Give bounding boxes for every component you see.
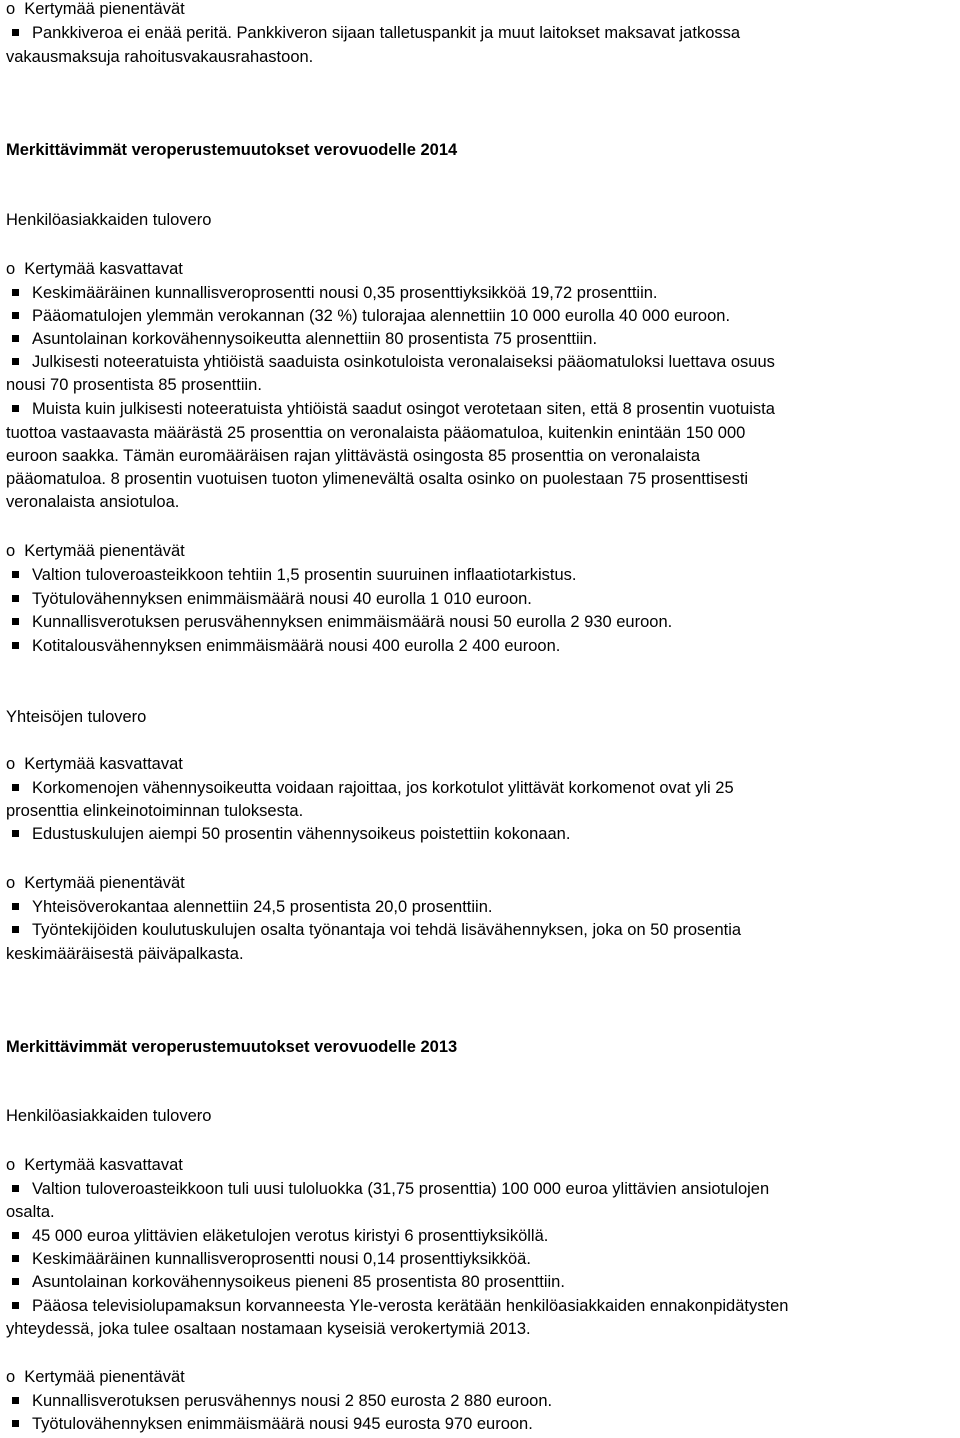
list-item-continuation: veronalaista ansiotuloa. <box>6 493 180 511</box>
list-item: Korkomenojen vähennysoikeutta voidaan rajoittaa, jos korkotulot ylittävät korkomenot ovat yli 25 <box>12 777 734 799</box>
list-item: Kotitalousvähennyksen enimmäismäärä nousi 400 eurolla 2 400 euroon. <box>12 635 560 657</box>
square-bullet-icon <box>12 1255 19 1262</box>
circle-bullet-icon: o <box>6 1368 16 1386</box>
list-item: Kunnallisverotuksen perusvähennys nousi 2 850 eurosta 2 880 euroon. <box>12 1390 552 1412</box>
list-item: Työntekijöiden koulutuskulujen osalta työnantaja voi tehdä lisävähennyksen, joka on 50 prosentia <box>12 919 741 941</box>
list-item: Keskimääräinen kunnallisveroprosentti nousi 0,14 prosenttiyksikköä. <box>12 1248 531 1270</box>
subsection-label: o Kertymää pienentävät <box>6 542 185 560</box>
square-bullet-icon <box>12 571 19 578</box>
list-item: Asuntolainan korkovähennysoikeus pieneni 85 prosentista 80 prosenttiin. <box>12 1271 565 1293</box>
circle-bullet-icon: o <box>6 1156 16 1174</box>
list-item-continuation: vakausmaksuja rahoitusvakausrahastoon. <box>6 48 314 66</box>
square-bullet-icon <box>12 784 19 791</box>
circle-bullet-icon: o <box>6 542 16 560</box>
square-bullet-icon <box>12 312 19 319</box>
square-bullet-icon <box>12 903 19 910</box>
circle-bullet-icon: o <box>6 755 16 773</box>
square-bullet-icon <box>12 289 19 296</box>
square-bullet-icon <box>12 1420 19 1427</box>
square-bullet-icon <box>12 358 19 365</box>
square-bullet-icon <box>12 1185 19 1192</box>
square-bullet-icon <box>12 926 19 933</box>
subsection-label: o Kertymää kasvattavat <box>6 755 183 773</box>
square-bullet-icon <box>12 618 19 625</box>
subsection-label: o Kertymää kasvattavat <box>6 1156 183 1174</box>
square-bullet-icon <box>12 1278 19 1285</box>
list-item: Keskimääräinen kunnallisveroprosentti nousi 0,35 prosenttiyksikköä 19,72 prosenttiin. <box>12 282 658 304</box>
list-item: Valtion tuloveroasteikkoon tehtiin 1,5 prosentin suuruinen inflaatiotarkistus. <box>12 564 577 586</box>
list-item-continuation: osalta. <box>6 1203 55 1221</box>
square-bullet-icon <box>12 642 19 649</box>
list-item: Yhteisöverokantaa alennettiin 24,5 prosentista 20,0 prosenttiin. <box>12 896 492 918</box>
list-item: Edustuskulujen aiempi 50 prosentin vähennysoikeus poistettiin kokonaan. <box>12 823 570 845</box>
square-bullet-icon <box>12 1397 19 1404</box>
list-item-continuation: nousi 70 prosentista 85 prosenttiin. <box>6 376 262 394</box>
list-item-continuation: yhteydessä, joka tulee osaltaan nostamaan kyseisiä verokertymiä 2013. <box>6 1320 531 1338</box>
circle-bullet-icon: o <box>6 260 16 278</box>
subsection-title: Yhteisöjen tulovero <box>6 708 147 726</box>
list-item: Pääomatulojen ylemmän verokannan (32 %) tulorajaa alennettiin 10 000 eurolla 40 000 euroon. <box>12 305 730 327</box>
list-item: Pankkiveroa ei enää peritä. Pankkiveron sijaan talletuspankit ja muut laitokset maksavat jatkossa <box>12 22 740 44</box>
subsection-label: o Kertymää pienentävät <box>6 1368 185 1386</box>
subsection-title: Henkilöasiakkaiden tulovero <box>6 1107 212 1125</box>
circle-bullet-icon: o <box>6 874 16 892</box>
list-item-continuation: tuottoa vastaavasta määrästä 25 prosenttia on veronalaista pääomatuloa, kuitenkin enintään 150 000 <box>6 424 746 442</box>
square-bullet-icon <box>12 595 19 602</box>
section-heading-2014: Merkittävimmät veroperustemuutokset verovuodelle 2014 <box>6 141 458 159</box>
square-bullet-icon <box>12 335 19 342</box>
list-item: Pääosa televisiolupamaksun korvanneesta Yle-verosta kerätään henkilöasiakkaiden ennakonpidätysten <box>12 1295 788 1317</box>
list-item-continuation: prosenttia elinkeinotoiminnan tuloksesta. <box>6 802 304 820</box>
list-item-continuation: euroon saakka. Tämän euromääräisen rajan ylittävästä osingosta 85 prosenttia on veronalaista <box>6 447 701 465</box>
subsection-label: o Kertymää pienentävät <box>6 0 185 18</box>
list-item-continuation: pääomatuloa. 8 prosentin vuotuisen tuoton ylimenevältä osalta osinko on puolestaan 75 prosenttisesti <box>6 470 749 488</box>
list-item: Asuntolainan korkovähennysoikeutta alennettiin 80 prosentista 75 prosenttiin. <box>12 328 597 350</box>
list-item: 45 000 euroa ylittävien eläketulojen verotus kiristyi 6 prosenttiyksiköllä. <box>12 1225 548 1247</box>
circle-bullet-icon: o <box>6 0 16 18</box>
list-item: Julkisesti noteeratuista yhtiöistä saaduista osinkotuloista veronalaiseksi pääomatuloksi luettava osuus <box>12 351 775 373</box>
square-bullet-icon <box>12 830 19 837</box>
subsection-label: o Kertymää pienentävät <box>6 874 185 892</box>
subsection-title: Henkilöasiakkaiden tulovero <box>6 211 212 229</box>
list-item: Valtion tuloveroasteikkoon tuli uusi tuloluokka (31,75 prosenttia) 100 000 euroa ylittävien ansiotulojen <box>12 1178 769 1200</box>
list-item: Työtulovähennyksen enimmäismäärä nousi 40 eurolla 1 010 euroon. <box>12 588 532 610</box>
list-item-continuation: keskimääräisestä päiväpalkasta. <box>6 945 244 963</box>
square-bullet-icon <box>12 29 19 36</box>
square-bullet-icon <box>12 1302 19 1309</box>
square-bullet-icon <box>12 1232 19 1239</box>
subsection-label: o Kertymää kasvattavat <box>6 260 183 278</box>
square-bullet-icon <box>12 405 19 412</box>
list-item: Muista kuin julkisesti noteeratuista yhtiöistä saadut osingot verotetaan siten, että 8 prosentin vuotuista <box>12 398 775 420</box>
section-heading-2013: Merkittävimmät veroperustemuutokset verovuodelle 2013 <box>6 1038 458 1056</box>
list-item: Työtulovähennyksen enimmäismäärä nousi 945 eurosta 970 euroon. <box>12 1413 533 1435</box>
list-item: Kunnallisverotuksen perusvähennyksen enimmäismäärä nousi 50 eurolla 2 930 euroon. <box>12 611 672 633</box>
